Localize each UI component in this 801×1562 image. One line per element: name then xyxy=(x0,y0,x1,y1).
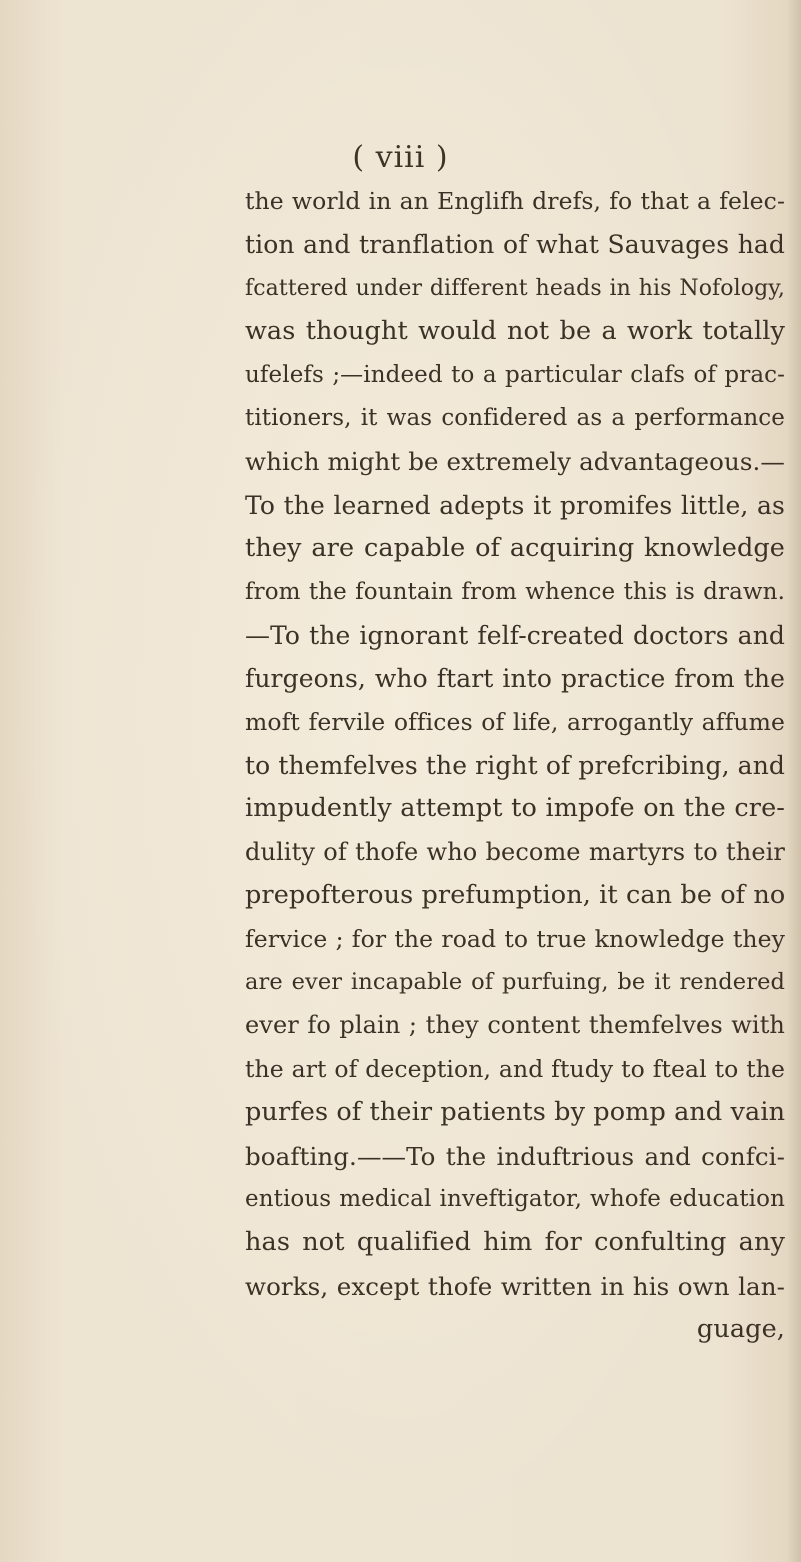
text-line: dulity of thofe who become martyrs to their xyxy=(245,837,785,866)
text-line: was thought would not be a work totally xyxy=(245,316,785,347)
text-line: from the fountain from whence this is drawn. xyxy=(245,578,785,605)
text-line: tion and tranflation of what Sauvages had xyxy=(245,230,785,260)
text-line: are ever incapable of purfuing, be it rendered xyxy=(245,969,785,996)
text-line: —To the ignorant felf-created doctors and xyxy=(245,620,785,650)
text-line: which might be extremely advantageous.— xyxy=(245,447,786,477)
text-line: moft fervile offices of life, arrogantly affume xyxy=(245,707,785,736)
text-line: boafting.——To the induftrious and confci- xyxy=(245,1141,785,1171)
text-line: impudently attempt to impofe on the cre- xyxy=(245,793,785,824)
text-line: ufelefs ;—indeed to a particular clafs of prac- xyxy=(245,361,785,388)
text-line: ever fo plain ; they content themfelves with xyxy=(245,1011,785,1040)
text-line: they are capable of acquiring knowledge xyxy=(245,533,785,564)
text-line: purfes of their patients by pomp and vain xyxy=(245,1097,786,1128)
text-line: furgeons, who ftart into practice from the xyxy=(245,664,785,694)
text-line: prepofterous prefumption, it can be of no xyxy=(245,880,786,911)
text-line: entious medical inveftigator, whofe education xyxy=(245,1185,785,1212)
body-text xyxy=(245,180,785,1352)
text-line: fcattered under different heads in his Nofology, xyxy=(245,275,785,301)
text-line: works, except thofe written in his own lan- xyxy=(245,1271,785,1301)
page-number: ( viii ) xyxy=(352,140,449,175)
text-line: fervice ; for the road to true knowledge they xyxy=(245,924,785,953)
catchword: guage, xyxy=(696,1314,785,1345)
text-line: titioners, it was confidered as a performance xyxy=(245,404,785,431)
text-line: To the learned adepts it promifes little, as xyxy=(245,490,785,520)
page-edge-shadow xyxy=(787,0,801,1562)
text-line: has not qualified him for confulting any xyxy=(245,1227,785,1258)
text-line: to themfelves the right of prefcribing, and xyxy=(245,751,785,781)
text-line: the art of deception, and ftudy to fteal to the xyxy=(245,1054,785,1083)
text-line: the world in an Englifh drefs, fo that a felec- xyxy=(245,187,785,215)
